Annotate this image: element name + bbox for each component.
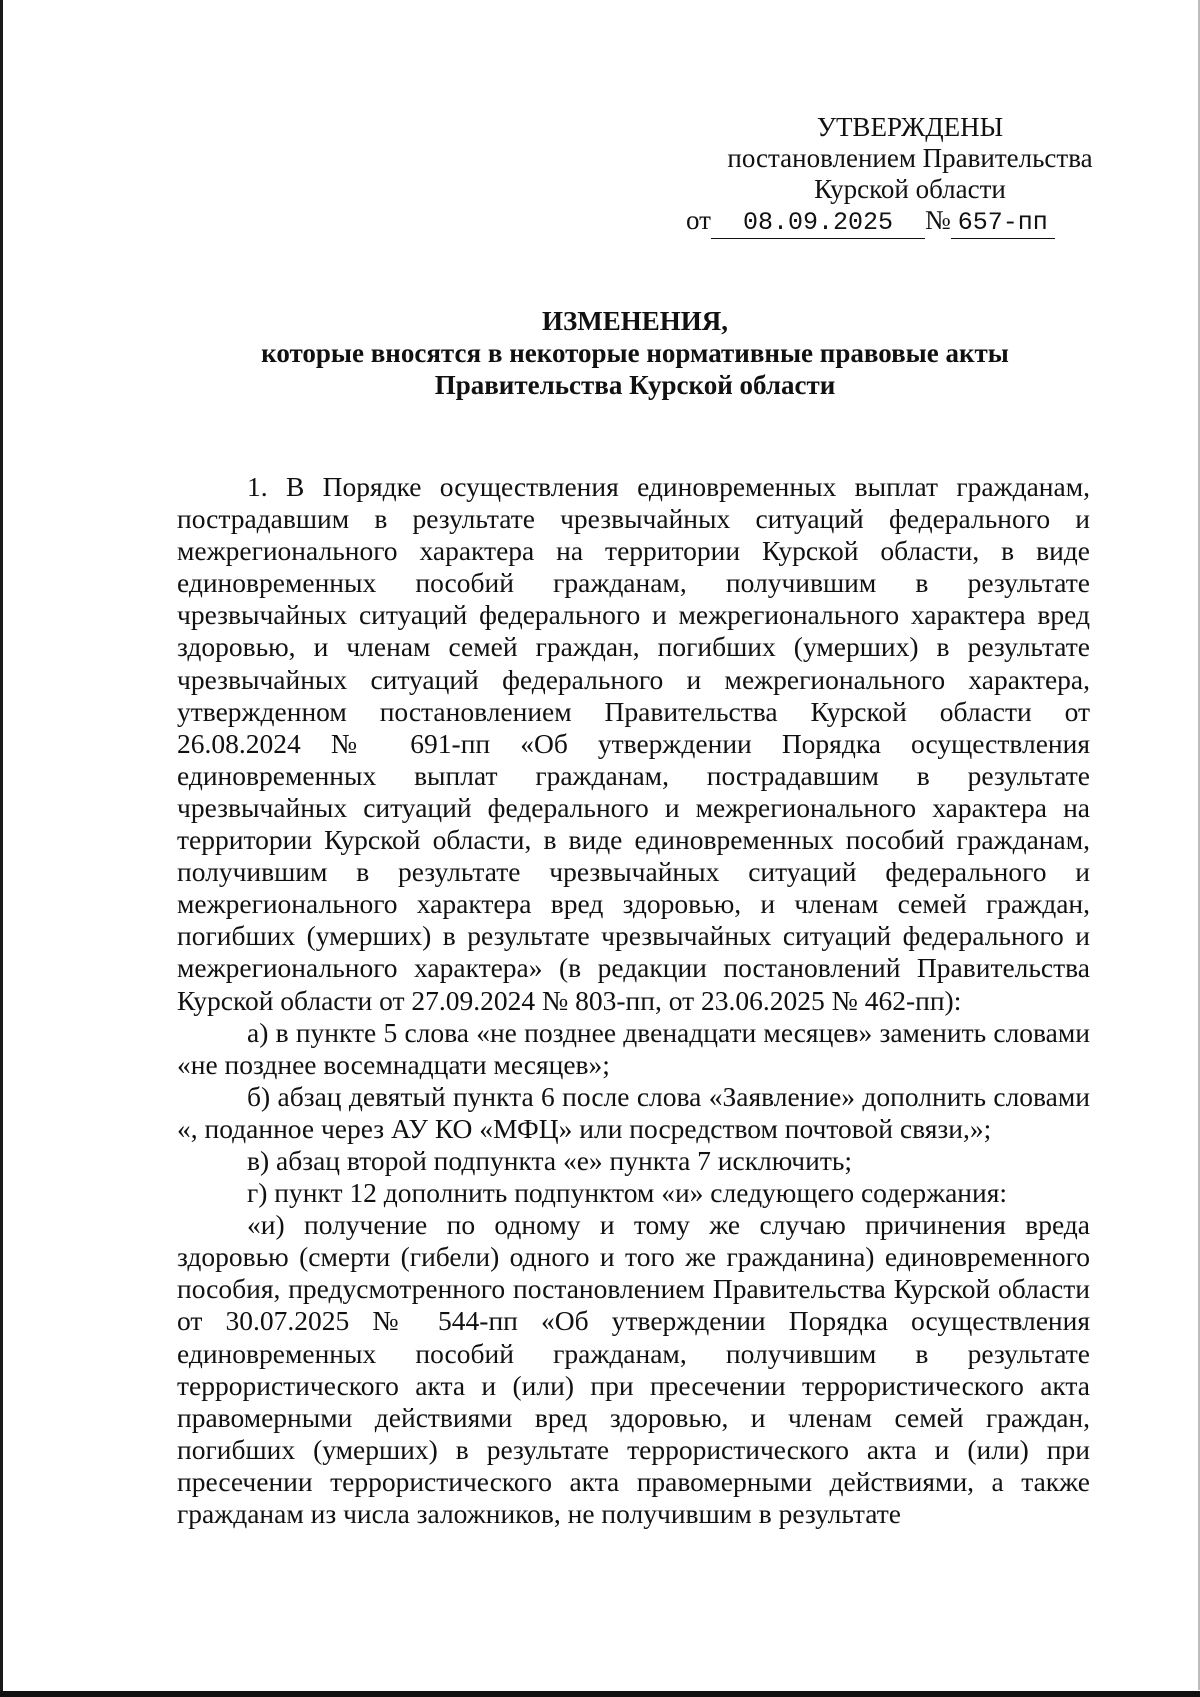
approval-date-number [686,205,1130,239]
approval-heading: УТВЕРЖДЕНЫ [816,112,1004,142]
paragraph-1: 1. В Порядке осуществления единовременных выплат гражданам, пострадавшим в результате чрезвычайных ситуаций федерального и межрегионального характера на территории Курской области, в виде единовременных пособий гражданам, получившим в результате чрезвычайных ситуаций федерального и межрегионального характера вред здоровью, и членам семей граждан, погибших (умерших) в результате чрезвычайных ситуаций федерального и межрегионального характера, утвержденном постановлением Правительства Курской области от 26.08.2024 № 691-пп «Об утверждении Порядка осуществления единовременных выплат гражданам, пострадавшим в результате чрезвычайных ситуаций федерального и межрегионального характера на территории Курской области, в виде единовременных пособий гражданам, получившим в результате чрезвычайных ситуаций федерального и межрегионального характера вред здоровью, и членам семей граждан, погибших (умерших) в результате чрезвычайных ситуаций федерального и межрегионального характера» (в редакции постановлений Правительства Курской области от 27.09.2024 № 803-пп, от 23.06.2025 № 462-пп): [177,471,1090,1016]
paragraph-i: «и) получение по одному и тому же случаю причинения вреда здоровью (смерти (гибели) одного и того же гражданина) единовременного пособия, предусмотренного постановлением Правительства Курской области от 30.07.2025 № 544-пп «Об утверждении Порядка осуществления единовременных пособий гражданам, получившим в результате террористического акта и (или) при пресечении террористического акта правомерными действиями вред здоровью, и членам семей граждан, погибших (умерших) в результате террористического акта и (или) при пресечении террористического акта правомерными действиями, а также гражданам из числа заложников, не получившим в результате [177,1209,1090,1529]
approval-line-3: Курской области [814,174,1006,204]
paragraph-g: г) пункт 12 дополнить подпунктом «и» следующего содержания: [247,1177,1007,1209]
paragraph-v: в) абзац второй подпункта «е» пункта 7 исключить; [247,1144,853,1176]
title-line-2: которые вносятся в некоторые нормативные правовые акты [261,338,1009,368]
approval-date: 08.09.2025 [711,207,925,239]
title-line-1: ИЗМЕНЕНИЯ, [541,306,728,336]
paragraph-b: б) абзац девятый пункта 6 после слова «Заявление» дополнить словами «, поданное через АУ КО «МФЦ» или посредством почтовой связи,»; [177,1080,1090,1144]
number-prefix: № [924,205,951,235]
title-line-3: Правительства Курской области [434,370,836,400]
approval-line-2: постановлением Правительства [727,143,1093,173]
date-prefix: от [686,205,711,235]
paragraph-a: а) в пункте 5 слова «не позднее двенадцати месяцев» заменить словами «не позднее восемнадцати месяцев»; [177,1016,1090,1080]
approval-stamp [686,112,1130,239]
document-title [170,305,1100,401]
document-body [177,471,1090,1530]
page-left-edge [0,0,3,1697]
approval-number: 657-пп [951,207,1055,239]
page-bottom-edge [0,1691,1200,1697]
